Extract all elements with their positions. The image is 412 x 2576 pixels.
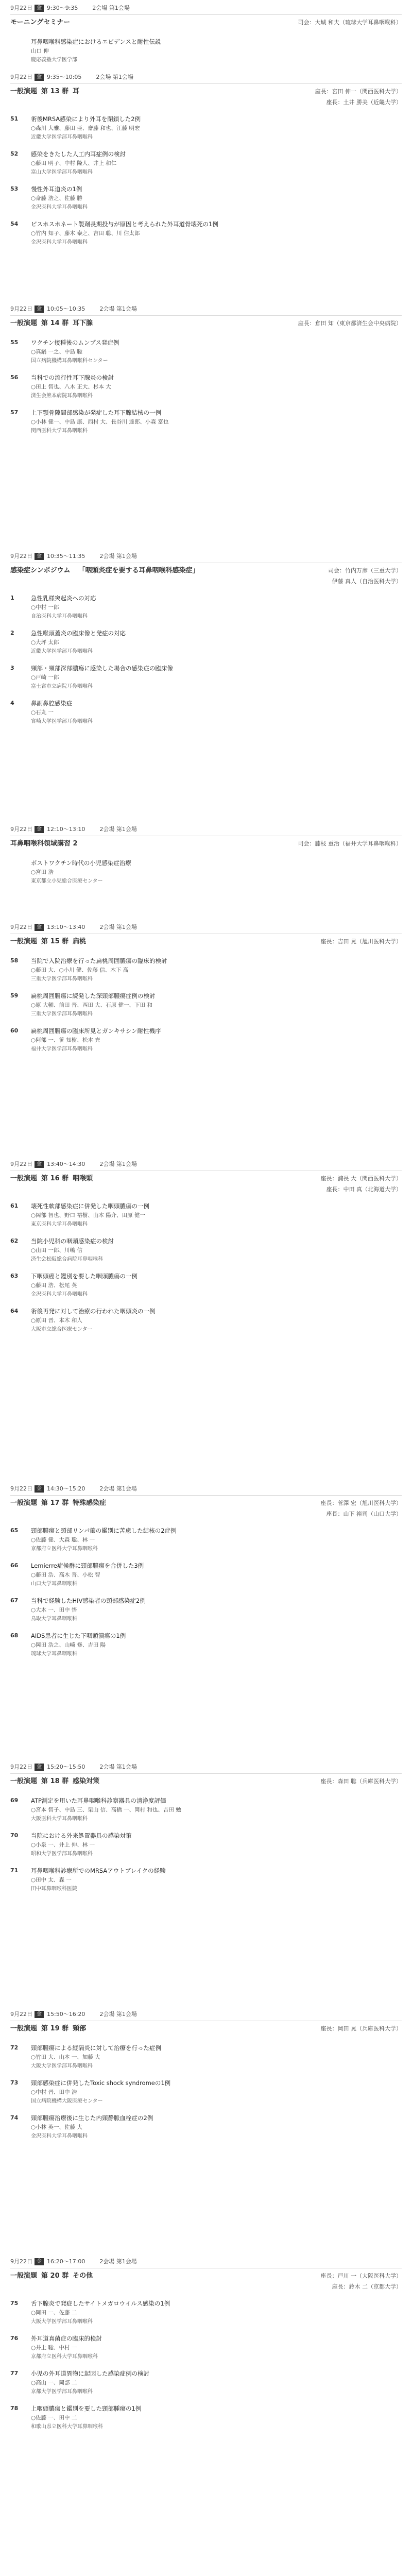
presentation-number: 66 (10, 1562, 19, 1569)
session-heading (10, 317, 402, 330)
session-date: 9月22日 (10, 924, 32, 930)
presentation-authors: ○岡部 智也、野口 裕樹、山本 陽介、田原 健一 (31, 1212, 146, 1218)
session-heading (10, 1775, 402, 1788)
presentation-authors: 山口 伸 (31, 48, 49, 54)
session-room: 2会場 第1会場 (99, 826, 137, 833)
presentation-affiliation: 大阪大学医学部耳鼻咽喉科 (31, 2319, 93, 2325)
session-heading (10, 1497, 402, 1510)
session-date: 9月22日 (10, 2258, 32, 2265)
presentation-affiliation: 東京医科大学耳鼻咽喉科 (31, 1222, 88, 1227)
presentation-affiliation: 慶応義塾大学医学部 (31, 57, 77, 63)
session-room: 2会場 第1会場 (99, 1764, 137, 1770)
presentation-affiliation: 富山大学医学部耳鼻咽喉科 (31, 170, 93, 175)
presentation-title: 感染をきたした人工内耳症例の検討 (31, 150, 126, 158)
session-block (0, 1484, 412, 1659)
session-chairs: 座長：吉田 晃（旭川医科大学） (320, 938, 402, 945)
presentation-affiliation: 済生会熊本病院耳鼻咽喉科 (31, 393, 93, 399)
session-block (0, 824, 412, 886)
session-kind: 一般演題 (10, 2272, 38, 2280)
presentation-affiliation: 和歌山県立医科大学耳鼻咽喉科 (31, 2424, 103, 2430)
presentation-number: 57 (10, 409, 19, 416)
session-title: 特殊感染症 (73, 1499, 107, 1507)
presentation-title: 頸部膿瘍治療後に生じた内頸静脈血栓症の2例 (31, 2114, 153, 2122)
session-kind: 一般演題 (10, 938, 38, 945)
session-time: 16:20〜17:00 (47, 2258, 85, 2265)
session-block (0, 1159, 412, 1334)
presentation-item (10, 2369, 402, 2397)
presentation-number: 64 (10, 1308, 19, 1314)
presentation-number: 78 (10, 2405, 19, 2412)
session-date: 9月22日 (10, 2011, 32, 2018)
session-meta (0, 2009, 412, 2020)
presentation-item (10, 1201, 402, 1229)
session-chairs: 座長：森田 聡（兵庫医科大学） (320, 1778, 402, 1785)
session-kind: 耳鼻咽喉科領域講習 2 (10, 840, 78, 848)
session-kind: 一般演題 (10, 319, 38, 327)
presentation-authors: ○石丸 一 (31, 709, 54, 716)
session-day-badge: 金 (35, 306, 44, 313)
presentation-item (10, 1596, 402, 1624)
session-day-badge: 金 (35, 924, 44, 931)
session-date: 9月22日 (10, 1161, 32, 1167)
presentation-title: 耳鼻咽喉科診療所でのMRSAアウトブレイクの経験 (31, 1867, 166, 1874)
presentation-item (10, 956, 402, 984)
presentation-title: 耳鼻咽喉科感染症におけるエビデンスと耐性伝説 (31, 38, 161, 45)
session-heading (10, 16, 402, 29)
divider (10, 315, 402, 316)
session-title: その他 (73, 2272, 93, 2280)
presentation-authors: ○大坪 太郎 (31, 639, 59, 646)
presentation-authors: ○田中 太、森 一 (31, 1877, 72, 1883)
session-room: 2会場 第1会場 (99, 553, 137, 560)
session-heading (10, 936, 402, 948)
presentation-number: 54 (10, 221, 19, 227)
presentation-authors: ○大木 一、田中 悟 (31, 1607, 77, 1613)
session-chairs: 座長：岡田 晃（兵庫医科大学） (320, 2025, 402, 2032)
session-time: 14:30〜15:20 (47, 1485, 85, 1492)
presentation-number: 62 (10, 1238, 19, 1244)
session-time: 9:30〜9:35 (47, 5, 78, 11)
presentation-affiliation: 金沢医科大学耳鼻咽喉科 (31, 240, 88, 245)
session-room: 2会場 第1会場 (99, 306, 137, 312)
session-kind: 一般演題 (10, 1777, 38, 1785)
presentation-title: 頸部・頸部深部膿瘍に感染した場合の感染症の臨床像 (31, 665, 173, 672)
presentation-number: 2 (10, 630, 14, 636)
presentation-authors: ○阿部 一、笹 知樹、松本 充 (31, 1037, 100, 1043)
presentation-item (10, 629, 402, 656)
session-date: 9月22日 (10, 74, 32, 80)
session-time: 10:05〜10:35 (47, 306, 85, 312)
presentation-affiliation: 京都府立医科大学耳鼻咽喉科 (31, 1546, 98, 1552)
session-meta (0, 3, 412, 13)
presentation-affiliation: 富士宮市立病院耳鼻咽喉科 (31, 684, 93, 689)
divider (10, 83, 402, 84)
presentation-title: 壊死性軟部感染症に併発した咽頭膿瘍の一例 (31, 1202, 149, 1210)
presentation-item (10, 37, 402, 65)
presentation-title: 扁桃周囲膿瘍の臨床所見とガンキサシン耐性機序 (31, 1027, 161, 1035)
presentation-item (10, 184, 402, 212)
presentation-number: 56 (10, 374, 19, 381)
presentation-authors: ○小泉 一、井上 伸、林 一 (31, 1842, 95, 1848)
session-date: 9月22日 (10, 1485, 32, 1492)
session-date: 9月22日 (10, 306, 32, 312)
presentation-number: 73 (10, 2079, 19, 2086)
session-group-number: 第 14 群 (41, 319, 69, 327)
session-time: 10:35〜11:35 (47, 553, 85, 560)
presentation-title: ポストワクチン時代の小児感染症治療 (31, 859, 131, 867)
session-block (0, 3, 412, 65)
presentation-title: 上下顎骨隙間部感染が発症した耳下腺結核の一例 (31, 409, 161, 416)
presentation-authors: ○田上 智也、八木 正大、杉本 大 (31, 384, 111, 390)
session-title: 耳 (73, 88, 80, 95)
presentation-title: 鼻副鼻腔感染症 (31, 700, 73, 707)
presentation-authors: ○竹田 大、山本 一、加藤 大 (31, 2054, 100, 2060)
presentation-title: 術後再発に対して治療の行われた咽頭炎の一例 (31, 1308, 156, 1315)
presentation-number: 51 (10, 115, 19, 122)
presentation-authors: ○藤田 明子、中村 隆人、井上 和仁 (31, 160, 117, 166)
presentation-title: 外耳道真菌症の臨床的検討 (31, 2335, 102, 2342)
presentation-title: ワクチン接種後のムンプス発症例 (31, 339, 119, 346)
presentation-affiliation: 金沢医科大学耳鼻咽喉科 (31, 205, 88, 210)
session-meta (0, 1484, 412, 1494)
presentation-title: 頸部膿瘍と頸部リンパ節の鑑別に苦慮した結核の2症例 (31, 1527, 177, 1534)
session-chairs-secondary: 伊藤 真人（自治医科大学） (332, 578, 402, 585)
session-day-badge: 金 (35, 1485, 44, 1493)
session-title: 咽喉頭 (73, 1175, 93, 1182)
presentation-title: 急性乳様突起炎への対応 (31, 595, 96, 602)
presentation-authors: ○岡田 浩之、山崎 修、吉田 陽 (31, 1642, 106, 1648)
presentation-affiliation: 鳥取大学耳鼻咽喉科 (31, 1616, 77, 1622)
presentation-affiliation: 金沢医科大学耳鼻咽喉科 (31, 2133, 88, 2139)
presentation-item (10, 858, 402, 886)
presentation-affiliation: 自治医科大学耳鼻咽喉科 (31, 614, 88, 619)
presentation-number: 72 (10, 2044, 19, 2051)
session-heading (10, 565, 402, 577)
session-meta (0, 824, 412, 835)
presentation-number: 76 (10, 2335, 19, 2342)
presentation-title: 慢性外耳道炎の1例 (31, 185, 82, 193)
session-chairs: 司会：藤枝 重治（福井大学耳鼻咽喉科） (298, 840, 402, 847)
divider (10, 1495, 402, 1496)
presentation-affiliation: 関西医科大学耳鼻咽喉科 (31, 428, 88, 434)
presentation-authors: ○竹内 知子、藤木 泰之、吉田 聡、川 信太郎 (31, 230, 140, 236)
presentation-affiliation: 田中耳鼻咽喉科医院 (31, 1886, 77, 1892)
presentation-authors: ○小林 健一、中島 康、西村 大、長谷川 達郎、小森 富也 (31, 419, 169, 425)
session-date: 9月22日 (10, 1764, 32, 1770)
presentation-title: 当院で入院治療を行った扁桃周囲膿瘍の臨床的検討 (31, 957, 167, 964)
presentation-number: 4 (10, 700, 14, 706)
session-block (0, 72, 412, 247)
session-chairs: 司会：大城 和夫（琉球大学耳鼻咽喉科） (298, 19, 402, 26)
session-kind: 一般演題 (10, 1175, 38, 1182)
presentation-item (10, 699, 402, 726)
session-heading (10, 1173, 402, 1185)
presentation-number: 1 (10, 595, 14, 601)
presentation-affiliation: 東京都立小児総合医療センター (31, 878, 103, 884)
session-room: 2会場 第1会場 (99, 2258, 137, 2265)
presentation-number: 52 (10, 150, 19, 157)
session-day-badge: 金 (35, 2011, 44, 2018)
session-meta (0, 1762, 412, 1772)
presentation-authors: ○中村 晋、田中 浩 (31, 2089, 77, 2095)
presentation-number: 65 (10, 1527, 19, 1534)
presentation-title: 急性喉頭蓋炎の臨床像と発症の対応 (31, 630, 126, 637)
presentation-affiliation: 福井大学医学部耳鼻咽喉科 (31, 1046, 93, 1052)
session-chairs: 司会：竹内万彦（三重大学） (328, 567, 402, 574)
presentation-title: 扁桃周囲膿瘍に続発した深頸部膿瘍症例の検討 (31, 992, 156, 999)
presentation-authors: ○岡田 一、佐藤 二 (31, 2310, 77, 2316)
presentation-authors: ○山田 一郎、川嶋 信 (31, 1247, 82, 1253)
presentation-affiliation: 大阪市立総合医療センター (31, 1327, 93, 1332)
presentation-number: 60 (10, 1027, 19, 1034)
session-day-badge: 金 (35, 5, 44, 12)
presentation-number: 61 (10, 1202, 19, 1209)
session-room: 2会場 第1会場 (99, 1485, 137, 1492)
session-title: 頸部 (73, 2025, 87, 2032)
session-time: 13:10〜13:40 (47, 924, 85, 930)
session-time: 13:40〜14:30 (47, 1161, 85, 1167)
presentation-number: 74 (10, 2114, 19, 2121)
presentation-affiliation: 大阪大学医学部耳鼻咽喉科 (31, 2063, 93, 2069)
presentation-item (10, 373, 402, 401)
session-chairs-secondary: 座長：中田 真（北海道大学） (326, 1186, 402, 1193)
presentation-affiliation: 京都府立医科大学耳鼻咽喉科 (31, 2354, 98, 2360)
presentation-affiliation: 国立病院機構大阪医療センター (31, 2098, 103, 2104)
presentation-item (10, 1526, 402, 1554)
presentation-item (10, 1026, 402, 1054)
session-chairs: 座長：倉田 知（東京都済生会中央病院） (298, 320, 402, 327)
presentation-title: 当院小児科の咽頭感染症の検討 (31, 1238, 114, 1245)
presentation-affiliation: 昭和大学医学部耳鼻咽喉科 (31, 1851, 93, 1857)
presentation-authors: ○森川 大雅、藤田 亜、齋藤 和也、江藤 明宏 (31, 125, 140, 131)
presentation-number: 55 (10, 339, 19, 346)
session-kind: 一般演題 (10, 2025, 38, 2032)
presentation-number: 53 (10, 185, 19, 192)
session-chairs: 座長：戸川 一（大阪医科大学） (320, 2273, 402, 2279)
presentation-authors: ○藤田 大、○小川 健、佐藤 信、木下 高 (31, 967, 129, 973)
session-time: 15:50〜16:20 (47, 2011, 85, 2018)
presentation-affiliation: 京都大学医学部耳鼻咽喉科 (31, 2389, 93, 2395)
presentation-item (10, 2078, 402, 2106)
presentation-number: 75 (10, 2300, 19, 2307)
session-meta (0, 2257, 412, 2267)
session-title: 感染対策 (73, 1777, 100, 1785)
presentation-affiliation: 宮崎大学医学部耳鼻咽喉科 (31, 719, 93, 724)
session-room: 2会場 第1会場 (99, 1161, 137, 1167)
session-block (0, 304, 412, 436)
session-day-badge: 金 (35, 74, 44, 81)
presentation-item (10, 1866, 402, 1894)
presentation-title: 頸部膿瘍による縦隔炎に対して治療を行った症例 (31, 2044, 161, 2052)
presentation-item (10, 664, 402, 691)
presentation-authors: ○宮本 智子、中島 三、栗山 信、高橋 一、岡村 和也、吉田 勉 (31, 1807, 181, 1813)
presentation-item (10, 149, 402, 177)
session-heading (10, 86, 402, 98)
session-meta (0, 1159, 412, 1170)
presentation-item (10, 1272, 402, 1299)
presentation-item (10, 1631, 402, 1659)
session-group-number: 第 20 群 (41, 2272, 69, 2280)
session-group-number: 第 13 群 (41, 88, 69, 95)
presentation-number: 63 (10, 1273, 19, 1279)
session-day-badge: 金 (35, 553, 44, 560)
presentation-item (10, 338, 402, 366)
presentation-authors: ○戸崎 一郎 (31, 674, 59, 681)
presentation-title: 舌下腺炎で発症したサイトメガロウイルス感染の1例 (31, 2300, 170, 2307)
session-day-badge: 金 (35, 1764, 44, 1771)
presentation-title: 当科で経験したHIV感染者の頸部感染症2例 (31, 1597, 146, 1604)
presentation-number: 58 (10, 957, 19, 964)
presentation-item (10, 594, 402, 621)
presentation-item (10, 1561, 402, 1589)
presentation-authors: ○佐藤 一、田中 二 (31, 2415, 77, 2421)
presentation-item (10, 219, 402, 247)
presentation-item (10, 1307, 402, 1334)
session-time: 9:35〜10:05 (47, 74, 82, 80)
presentation-affiliation: 三重大学医学部耳鼻咽喉科 (31, 976, 93, 982)
presentation-authors: ○高山 一、岡部 二 (31, 2380, 77, 2386)
session-chairs: 座長：菅澤 宏（旭川医科大学） (320, 1500, 402, 1506)
session-date: 9月22日 (10, 5, 32, 11)
presentation-title: 小児の外耳道異物に起因した感染症例の検討 (31, 2370, 149, 2377)
presentation-title: 術後MRSA感染により外耳を閉鎖した2例 (31, 115, 141, 123)
presentation-number: 77 (10, 2370, 19, 2377)
presentation-authors: ○小林 英一、佐藤 大 (31, 2124, 82, 2130)
presentation-affiliation: 近畿大学医学部耳鼻咽喉科 (31, 649, 93, 654)
presentation-affiliation: 国立病院機構耳鼻咽喉科センター (31, 358, 108, 364)
session-title: 耳下腺 (73, 319, 93, 327)
session-block (0, 551, 412, 726)
session-group-number: 第 18 群 (41, 1777, 69, 1785)
presentation-item (10, 2334, 402, 2362)
session-chairs-secondary: 座長：山下 裕司（山口大学） (326, 1511, 402, 1517)
presentation-title: ATP測定を用いた耳鼻咽喉科診察器具の清浄度評価 (31, 1797, 166, 1804)
presentation-affiliation: 琉球大学耳鼻咽喉科 (31, 1651, 77, 1657)
session-chairs-secondary: 座長：土井 勝美（近畿大学） (326, 99, 402, 106)
presentation-item (10, 1236, 402, 1264)
presentation-title: 下咽頭癌と鑑別を要した咽頭膿瘍の一例 (31, 1273, 138, 1280)
presentation-authors: ○井上 聡、中村 一 (31, 2345, 77, 2351)
session-meta (0, 304, 412, 314)
divider (10, 14, 402, 15)
presentation-number: 67 (10, 1597, 19, 1604)
session-kind: 一般演題 (10, 88, 38, 95)
session-room: 2会場 第1会場 (92, 5, 130, 11)
presentation-affiliation: 近畿大学医学部耳鼻咽喉科 (31, 134, 93, 140)
presentation-item (10, 1796, 402, 1824)
presentation-authors: ○宮田 浩 (31, 869, 54, 875)
presentation-authors: ○藤田 浩、松尾 英 (31, 1282, 77, 1289)
presentation-affiliation: 山口大学耳鼻咽喉科 (31, 1581, 77, 1587)
presentation-affiliation: 大阪医科大学耳鼻咽喉科 (31, 1816, 88, 1822)
presentation-number: 68 (10, 1632, 19, 1639)
session-group-number: 第 19 群 (41, 2025, 69, 2032)
presentation-item (10, 2404, 402, 2432)
session-heading (10, 838, 402, 850)
session-chairs: 座長：浦長 大（関西医科大学） (320, 1175, 402, 1182)
presentation-affiliation: 三重大学医学部耳鼻咽喉科 (31, 1011, 93, 1017)
presentation-item (10, 2043, 402, 2071)
session-date: 9月22日 (10, 553, 32, 560)
presentation-number: 69 (10, 1797, 19, 1804)
presentation-affiliation: 金沢医科大学耳鼻咽喉科 (31, 1292, 88, 1297)
session-meta (0, 72, 412, 82)
session-room: 2会場 第1会場 (99, 2011, 137, 2018)
presentation-authors: ○真鍋 一之、中島 聡 (31, 349, 82, 355)
presentation-authors: ○原田 晋、本木 和人 (31, 1317, 82, 1324)
session-block (0, 922, 412, 1054)
divider (10, 1773, 402, 1774)
session-day-badge: 金 (35, 1161, 44, 1168)
presentation-item (10, 114, 402, 142)
session-heading (10, 2023, 402, 2035)
presentation-authors: ○原 大輔、前田 晋、西田 大、石原 健一、下田 和 (31, 1002, 152, 1008)
session-block (0, 2257, 412, 2432)
session-title: 「咽頭炎症を要する耳鼻咽喉科感染症」 (78, 567, 199, 574)
presentation-authors: ○中村 一郎 (31, 604, 59, 611)
session-block (0, 1762, 412, 1894)
session-title: 扁桃 (73, 938, 87, 945)
presentation-title: AIDS患者に生じた下咽頭潰瘍の1例 (31, 1632, 126, 1639)
presentation-authors: ○藤田 浩、高木 晋、小松 智 (31, 1572, 100, 1578)
session-day-badge: 金 (35, 2258, 44, 2265)
presentation-item (10, 991, 402, 1019)
session-meta (0, 551, 412, 562)
session-group-number: 第 17 群 (41, 1499, 69, 1507)
presentation-title: 当科での流行性耳下腺炎の検討 (31, 374, 114, 381)
session-block (0, 2009, 412, 2141)
session-room: 2会場 第1会場 (96, 74, 133, 80)
session-chairs: 座長：宮田 伸一（関西医科大学） (315, 88, 402, 95)
presentation-authors: ○佐藤 健、大森 聡、林 一 (31, 1537, 95, 1543)
presentation-title: ビスホスホネート製剤長期投与が原因と考えられた外耳道骨壊死の1例 (31, 221, 218, 228)
presentation-item (10, 2113, 402, 2141)
presentation-title: 頸部感染症に併発したToxic shock syndromeの1例 (31, 2079, 171, 2087)
session-time: 12:10〜13:10 (47, 826, 85, 833)
presentation-item (10, 408, 402, 436)
session-chairs-secondary: 座長：鈴木 二（京都大学） (332, 2283, 402, 2290)
session-group-number: 第 16 群 (41, 1175, 69, 1182)
session-date: 9月22日 (10, 826, 32, 833)
session-heading (10, 2270, 402, 2282)
presentation-affiliation: 済生会松阪総合病院耳鼻咽喉科 (31, 1257, 103, 1262)
session-meta (0, 922, 412, 933)
presentation-item (10, 1831, 402, 1859)
presentation-number: 3 (10, 665, 14, 671)
session-day-badge: 金 (35, 826, 44, 833)
session-kind: 感染症シンポジウム (10, 567, 71, 574)
presentation-title: 当院における外来処置器具の感染対策 (31, 1832, 132, 1839)
presentation-number: 70 (10, 1832, 19, 1839)
presentation-number: 59 (10, 992, 19, 999)
presentation-number: 71 (10, 1867, 19, 1874)
presentation-title: Lemierre症候群に頸部膿瘍を合併した3例 (31, 1562, 144, 1569)
presentation-title: 上咽頭膿瘍と鑑別を要した頸部腫瘍の1例 (31, 2405, 142, 2412)
presentation-authors: ○斎藤 浩之、佐藤 勝 (31, 195, 82, 201)
session-room: 2会場 第1会場 (99, 924, 137, 930)
session-kind: 一般演題 (10, 1499, 38, 1507)
presentation-item (10, 2299, 402, 2327)
session-time: 15:20〜15:50 (47, 1764, 85, 1770)
session-group-number: 第 15 群 (41, 938, 69, 945)
session-kind: モーニングセミナー (10, 19, 71, 26)
